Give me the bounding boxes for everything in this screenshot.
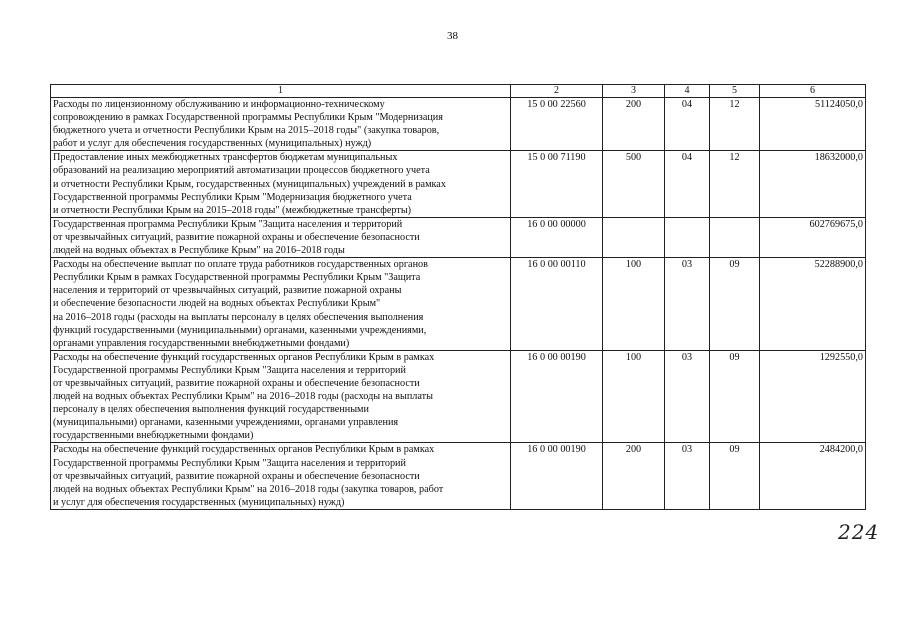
target-article-code: 16 0 00 00000 — [511, 217, 603, 257]
table-row — [51, 258, 866, 351]
subsection-code: 12 — [710, 98, 760, 151]
column-header: 3 — [603, 85, 665, 98]
description-line: и услуг для обеспечения государственных (муниципальных) нужд) — [53, 496, 345, 508]
expense-type-code: 100 — [603, 350, 665, 443]
amount-value: 18632000,0 — [760, 151, 866, 217]
row-description — [51, 350, 511, 443]
column-header: 5 — [710, 85, 760, 98]
section-code: 04 — [665, 151, 710, 217]
expense-type-code: 500 — [603, 151, 665, 217]
description-line: и отчетности Республики Крым, государственных (муниципальных) учреждений в рамках — [53, 178, 446, 190]
target-article-code: 16 0 00 00190 — [511, 443, 603, 509]
section-code — [665, 217, 710, 257]
table-row — [51, 151, 866, 217]
target-article-code: 15 0 00 71190 — [511, 151, 603, 217]
description-line: сопровождению в рамках Государственной программы Республики Крым "Модернизация — [53, 112, 443, 124]
section-code: 03 — [665, 258, 710, 351]
description-line: работ и услуг для обеспечения государственных (муниципальных) нужд) — [53, 138, 372, 150]
subsection-code: 12 — [710, 151, 760, 217]
expense-type-code: 200 — [603, 98, 665, 151]
description-line: людей на водных объектах Республики Крым" на 2016–2018 годы (закупка товаров, работ — [53, 483, 444, 495]
expense-type-code — [603, 217, 665, 257]
table-row — [51, 98, 866, 151]
amount-value: 51124050,0 — [760, 98, 866, 151]
table-header-row — [51, 85, 866, 98]
amount-value: 602769675,0 — [760, 217, 866, 257]
amount-value: 2484200,0 — [760, 443, 866, 509]
handwritten-page-number: 224 — [838, 520, 880, 544]
description-line: и обеспечение безопасности людей на водных объектах Республики Крым" — [53, 298, 381, 310]
description-line: Республики Крым в рамках Государственной программы Республики Крым "Защита — [53, 272, 421, 284]
column-header: 1 — [51, 85, 511, 98]
section-code: 03 — [665, 350, 710, 443]
description-line: и отчетности Республики Крым на 2015–2018 годы" (межбюджетные трансферты) — [53, 204, 412, 216]
description-line: Расходы по лицензионному обслуживанию и информационно-техническому — [53, 99, 385, 110]
target-article-code: 16 0 00 00110 — [511, 258, 603, 351]
column-header: 4 — [665, 85, 710, 98]
description-line: (муниципальными) органами, казенными учреждениями, органами управления — [53, 417, 399, 429]
table-row — [51, 217, 866, 257]
description-line: персоналу в целях обеспечения выполнения функций государственными — [53, 404, 369, 416]
description-line: от чрезвычайных ситуаций, развитие пожарной охраны и обеспечение безопасности — [53, 470, 420, 482]
description-line: государственными внебюджетными фондами) — [53, 430, 254, 442]
subsection-code: 09 — [710, 258, 760, 351]
description-line: от чрезвычайных ситуаций, развитие пожарной охраны и обеспечение безопасности — [53, 377, 420, 389]
description-line: функций государственными (муниципальными) органами, казенными учреждениями, — [53, 324, 427, 336]
row-description — [51, 98, 511, 151]
column-header: 6 — [760, 85, 866, 98]
description-line: Государственная программа Республики Крым "Защита населения и территорий — [53, 218, 403, 230]
row-description — [51, 258, 511, 351]
description-line: образований на реализацию мероприятий автоматизации процессов бюджетного учета — [53, 165, 430, 177]
description-line: населения и территорий от чрезвычайных ситуаций, развитие пожарной охраны — [53, 285, 402, 297]
row-description — [51, 217, 511, 257]
column-header: 2 — [511, 85, 603, 98]
amount-value: 1292550,0 — [760, 350, 866, 443]
expense-type-code: 100 — [603, 258, 665, 351]
amount-value: 52288900,0 — [760, 258, 866, 351]
subsection-code — [710, 217, 760, 257]
description-line: Расходы на обеспечение функций государственных органов Республики Крым в рамках — [53, 444, 435, 456]
page-number: 38 — [447, 30, 458, 42]
description-line: Предоставление иных межбюджетных трансфертов бюджетам муниципальных — [53, 152, 398, 164]
target-article-code: 15 0 00 22560 — [511, 98, 603, 151]
table-row — [51, 443, 866, 509]
table-body — [51, 98, 866, 510]
row-description — [51, 151, 511, 217]
description-line: на 2016–2018 годы (расходы на выплаты персоналу в целях обеспечения выполнения — [53, 311, 424, 323]
section-code: 03 — [665, 443, 710, 509]
description-line: от чрезвычайных ситуаций, развитие пожарной охраны и обеспечение безопасности — [53, 231, 420, 243]
subsection-code: 09 — [710, 443, 760, 509]
row-description — [51, 443, 511, 509]
table-row — [51, 350, 866, 443]
description-line: людей на водных объектах Республики Крым" на 2016–2018 годы (расходы на выплаты — [53, 391, 433, 403]
expense-type-code: 200 — [603, 443, 665, 509]
description-line: Расходы на обеспечение выплат по оплате труда работников государственных органов — [53, 259, 428, 271]
subsection-code: 09 — [710, 350, 760, 443]
section-code: 04 — [665, 98, 710, 151]
budget-table — [50, 84, 866, 510]
description-line: органами управления государственными внебюджетными фондами) — [53, 337, 350, 349]
target-article-code: 16 0 00 00190 — [511, 350, 603, 443]
description-line: Государственной программы Республики Крым "Модернизация бюджетного учета — [53, 191, 412, 203]
description-line: Государственной программы Республики Крым "Защита населения и территорий — [53, 457, 406, 469]
description-line: Расходы на обеспечение функций государственных органов Республики Крым в рамках — [53, 351, 435, 363]
description-line: бюджетного учета и отчетности Республики Крым на 2015–2018 годы" (закупка товаров, — [53, 125, 440, 137]
description-line: людей на водных объектах в Республике Крым" на 2016–2018 годы — [53, 245, 345, 257]
description-line: Государственной программы Республики Крым "Защита населения и территорий — [53, 364, 406, 376]
